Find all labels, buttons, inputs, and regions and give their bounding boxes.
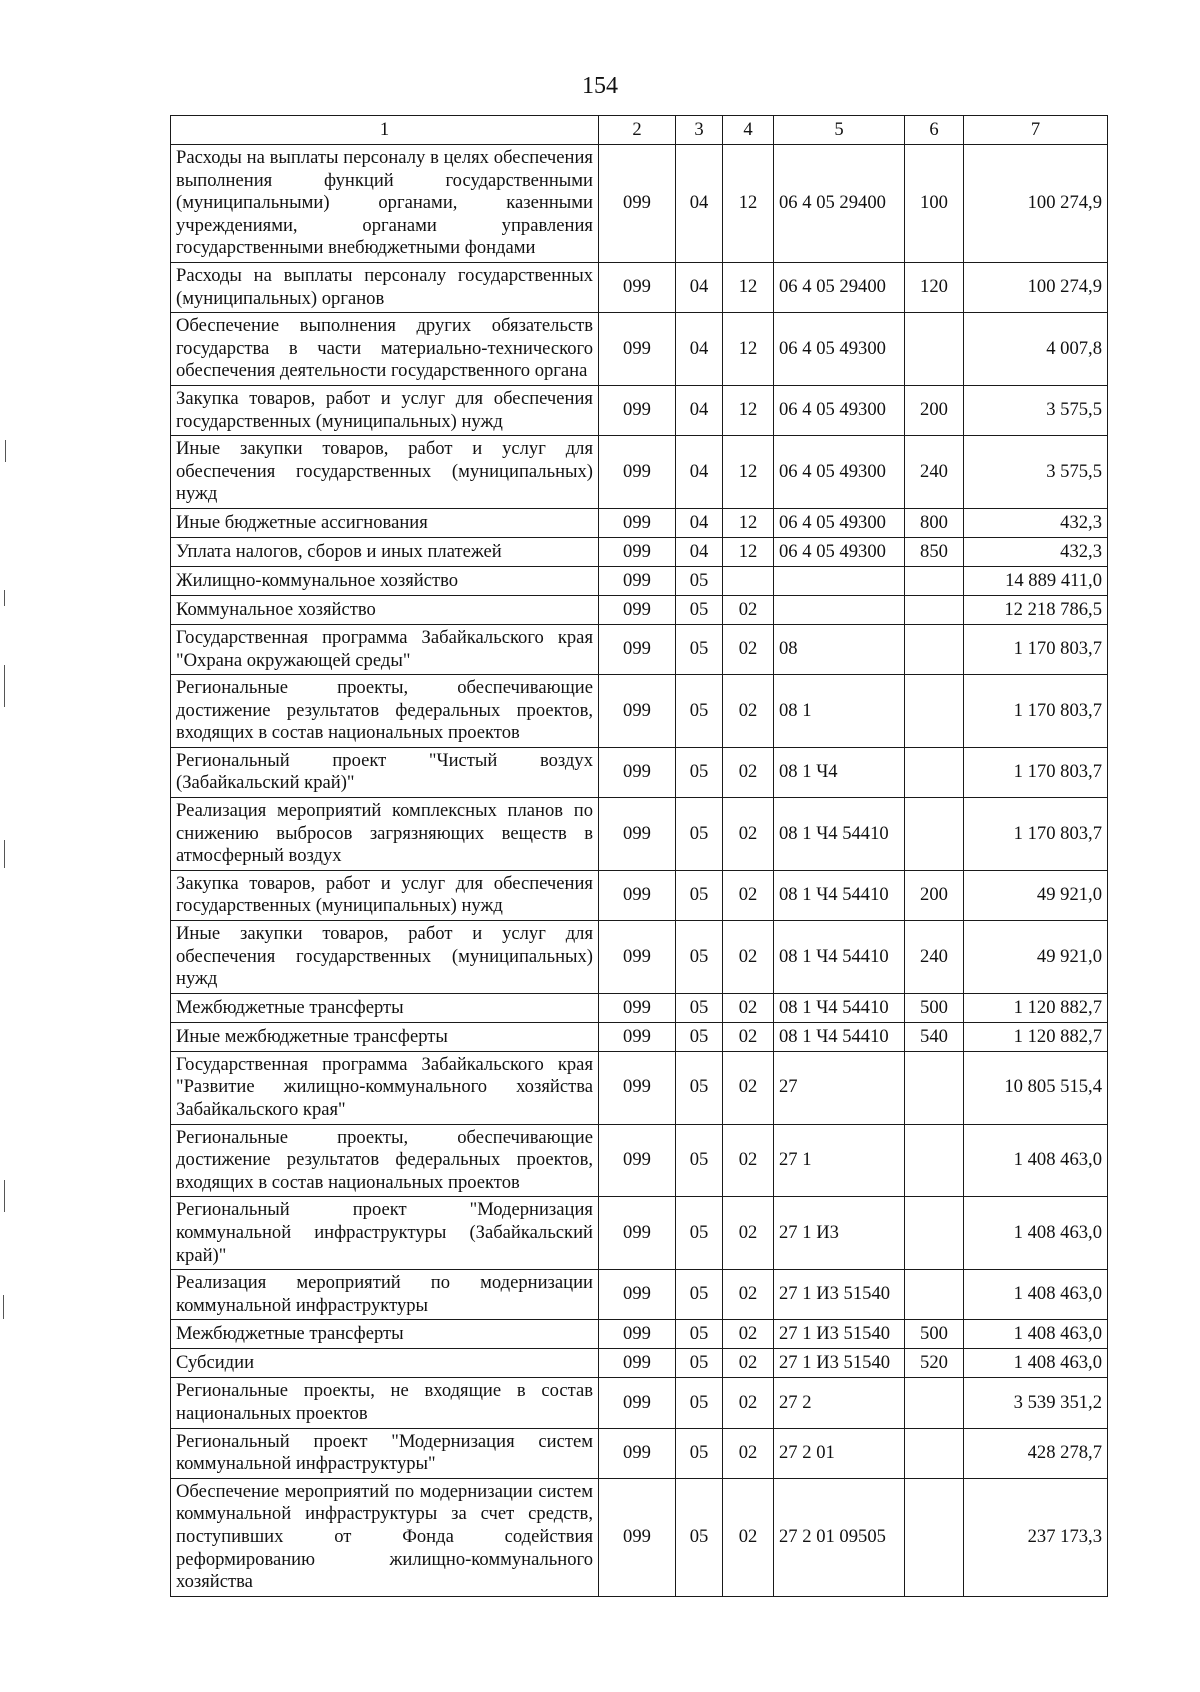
cell-section: 05 [676,675,723,748]
cell-expense-type: 200 [905,870,964,920]
cell-section: 04 [676,537,723,566]
cell-subsection: 12 [723,262,774,312]
scan-mark [3,1295,4,1319]
cell-subsection: 12 [723,508,774,537]
cell-amount: 1 408 463,0 [964,1124,1108,1197]
cell-target-article: 06 4 05 49300 [774,385,905,435]
table-row [171,1349,1108,1378]
cell-chapter: 099 [599,436,676,509]
cell-target-article: 06 4 05 49300 [774,313,905,386]
cell-target-article: 06 4 05 49300 [774,508,905,537]
table-row [171,993,1108,1022]
cell-expense-type [905,798,964,871]
cell-expense-type [905,1428,964,1478]
cell-amount: 3 575,5 [964,436,1108,509]
cell-subsection: 02 [723,1270,774,1320]
column-header: 2 [599,116,676,145]
table-row [171,870,1108,920]
cell-amount: 4 007,8 [964,313,1108,386]
cell-section: 05 [676,1124,723,1197]
cell-expense-type: 100 [905,145,964,263]
cell-name: Расходы на выплаты персоналу в целях обеспечения выполнения функций государственными (муниципальными) органами, казенными учреждениями, органами управления государственными внебюджетными фондами [171,145,599,263]
cell-expense-type: 500 [905,1320,964,1349]
cell-chapter: 099 [599,798,676,871]
cell-name: Субсидии [171,1349,599,1378]
table-row [171,537,1108,566]
cell-chapter: 099 [599,1022,676,1051]
column-header: 7 [964,116,1108,145]
cell-expense-type [905,1051,964,1124]
scan-mark [5,440,6,462]
cell-subsection: 02 [723,1378,774,1428]
cell-chapter: 099 [599,747,676,797]
cell-subsection: 12 [723,436,774,509]
cell-expense-type [905,747,964,797]
cell-subsection: 02 [723,798,774,871]
cell-name: Закупка товаров, работ и услуг для обеспечения государственных (муниципальных) нужд [171,870,599,920]
cell-amount: 1 170 803,7 [964,675,1108,748]
table-row [171,1197,1108,1270]
table-row [171,1320,1108,1349]
cell-name: Расходы на выплаты персоналу государственных (муниципальных) органов [171,262,599,312]
cell-amount: 1 120 882,7 [964,1022,1108,1051]
cell-amount: 49 921,0 [964,870,1108,920]
cell-chapter: 099 [599,537,676,566]
cell-section: 05 [676,993,723,1022]
cell-subsection: 02 [723,624,774,674]
cell-expense-type: 850 [905,537,964,566]
cell-target-article: 27 2 01 [774,1428,905,1478]
table-row [171,675,1108,748]
cell-target-article: 27 1 И3 51540 [774,1320,905,1349]
cell-name: Коммунальное хозяйство [171,595,599,624]
cell-section: 05 [676,1428,723,1478]
cell-amount: 12 218 786,5 [964,595,1108,624]
cell-expense-type: 240 [905,436,964,509]
cell-chapter: 099 [599,145,676,263]
table-row [171,798,1108,871]
cell-expense-type [905,624,964,674]
cell-amount: 1 408 463,0 [964,1197,1108,1270]
table-row [171,262,1108,312]
cell-amount: 1 170 803,7 [964,624,1108,674]
cell-expense-type: 240 [905,921,964,994]
cell-section: 05 [676,1197,723,1270]
cell-expense-type: 540 [905,1022,964,1051]
table-row [171,1051,1108,1124]
scan-mark [4,840,5,868]
cell-section: 05 [676,624,723,674]
cell-section: 05 [676,1270,723,1320]
cell-name: Иные межбюджетные трансферты [171,1022,599,1051]
cell-section: 04 [676,262,723,312]
cell-subsection: 02 [723,1197,774,1270]
cell-amount: 1 408 463,0 [964,1349,1108,1378]
cell-chapter: 099 [599,1478,676,1596]
cell-amount: 1 408 463,0 [964,1320,1108,1349]
cell-section: 05 [676,1320,723,1349]
table-row [171,1478,1108,1596]
cell-chapter: 099 [599,566,676,595]
cell-section: 04 [676,313,723,386]
cell-expense-type: 520 [905,1349,964,1378]
cell-target-article: 06 4 05 49300 [774,436,905,509]
cell-name: Региональный проект "Модернизация коммунальной инфраструктуры (Забайкальский край)" [171,1197,599,1270]
cell-chapter: 099 [599,1197,676,1270]
cell-chapter: 099 [599,921,676,994]
cell-amount: 49 921,0 [964,921,1108,994]
cell-subsection: 02 [723,1051,774,1124]
cell-amount: 10 805 515,4 [964,1051,1108,1124]
cell-expense-type: 500 [905,993,964,1022]
cell-name: Региональные проекты, обеспечивающие достижение результатов федеральных проектов, входящих в состав национальных проектов [171,675,599,748]
table-row [171,566,1108,595]
cell-target-article: 08 1 Ч4 54410 [774,921,905,994]
cell-expense-type: 800 [905,508,964,537]
cell-name: Иные закупки товаров, работ и услуг для обеспечения государственных (муниципальных) нужд [171,436,599,509]
cell-subsection: 12 [723,145,774,263]
table-row [171,145,1108,263]
cell-chapter: 099 [599,1349,676,1378]
cell-subsection: 02 [723,1022,774,1051]
table-row [171,624,1108,674]
cell-target-article: 27 2 [774,1378,905,1428]
cell-chapter: 099 [599,870,676,920]
cell-target-article: 08 [774,624,905,674]
cell-expense-type: 120 [905,262,964,312]
cell-section: 04 [676,145,723,263]
cell-subsection [723,566,774,595]
cell-amount: 100 274,9 [964,262,1108,312]
cell-amount: 1 408 463,0 [964,1270,1108,1320]
cell-name: Региональные проекты, не входящие в состав национальных проектов [171,1378,599,1428]
cell-subsection: 12 [723,313,774,386]
table-body [171,145,1108,1597]
cell-name: Государственная программа Забайкальского края "Развитие жилищно-коммунального хозяйства Забайкальского края" [171,1051,599,1124]
cell-section: 05 [676,1349,723,1378]
cell-name: Межбюджетные трансферты [171,1320,599,1349]
cell-expense-type [905,1124,964,1197]
table-row [171,921,1108,994]
cell-chapter: 099 [599,595,676,624]
cell-target-article: 27 1 И3 51540 [774,1349,905,1378]
cell-name: Региональный проект "Чистый воздух (Забайкальский край)" [171,747,599,797]
cell-amount: 100 274,9 [964,145,1108,263]
table-header-row [171,116,1108,145]
cell-name: Жилищно-коммунальное хозяйство [171,566,599,595]
cell-amount: 1 120 882,7 [964,993,1108,1022]
cell-expense-type [905,566,964,595]
cell-target-article: 27 [774,1051,905,1124]
cell-amount: 1 170 803,7 [964,798,1108,871]
cell-chapter: 099 [599,1378,676,1428]
table-row [171,747,1108,797]
cell-subsection: 02 [723,993,774,1022]
cell-chapter: 099 [599,1124,676,1197]
column-header: 4 [723,116,774,145]
cell-expense-type [905,1478,964,1596]
cell-name: Реализация мероприятий комплексных планов по снижению выбросов загрязняющих веществ в атмосферный воздух [171,798,599,871]
cell-chapter: 099 [599,624,676,674]
column-header: 6 [905,116,964,145]
cell-target-article: 27 1 И3 51540 [774,1270,905,1320]
column-header: 3 [676,116,723,145]
cell-target-article: 08 1 Ч4 54410 [774,870,905,920]
cell-amount: 3 575,5 [964,385,1108,435]
cell-subsection: 02 [723,921,774,994]
cell-chapter: 099 [599,675,676,748]
cell-section: 05 [676,747,723,797]
cell-name: Межбюджетные трансферты [171,993,599,1022]
cell-chapter: 099 [599,313,676,386]
cell-amount: 14 889 411,0 [964,566,1108,595]
page-number: 154 [582,73,618,99]
table-row [171,1378,1108,1428]
cell-name: Иные закупки товаров, работ и услуг для обеспечения государственных (муниципальных) нужд [171,921,599,994]
cell-subsection: 02 [723,1349,774,1378]
table-row [171,1022,1108,1051]
table-row [171,385,1108,435]
cell-name: Реализация мероприятий по модернизации коммунальной инфраструктуры [171,1270,599,1320]
cell-subsection: 12 [723,385,774,435]
cell-target-article: 27 1 [774,1124,905,1197]
column-header: 1 [171,116,599,145]
cell-target-article [774,595,905,624]
cell-subsection: 02 [723,1320,774,1349]
cell-section: 05 [676,1478,723,1596]
cell-expense-type [905,1378,964,1428]
cell-amount: 3 539 351,2 [964,1378,1108,1428]
table-row [171,1124,1108,1197]
cell-target-article: 08 1 Ч4 54410 [774,1022,905,1051]
cell-target-article: 06 4 05 29400 [774,262,905,312]
table-row [171,595,1108,624]
cell-expense-type: 200 [905,385,964,435]
cell-subsection: 02 [723,675,774,748]
cell-target-article: 08 1 Ч4 54410 [774,798,905,871]
cell-name: Закупка товаров, работ и услуг для обеспечения государственных (муниципальных) нужд [171,385,599,435]
cell-chapter: 099 [599,1320,676,1349]
cell-subsection: 02 [723,1428,774,1478]
cell-chapter: 099 [599,262,676,312]
scan-mark [4,1180,5,1212]
cell-section: 05 [676,1378,723,1428]
cell-target-article: 27 2 01 09505 [774,1478,905,1596]
cell-section: 04 [676,385,723,435]
cell-name: Уплата налогов, сборов и иных платежей [171,537,599,566]
cell-section: 05 [676,1022,723,1051]
cell-subsection: 12 [723,537,774,566]
cell-subsection: 02 [723,747,774,797]
cell-chapter: 099 [599,1270,676,1320]
cell-subsection: 02 [723,1124,774,1197]
cell-section: 05 [676,870,723,920]
cell-chapter: 099 [599,1428,676,1478]
cell-amount: 432,3 [964,537,1108,566]
cell-target-article: 27 1 И3 [774,1197,905,1270]
cell-expense-type [905,675,964,748]
cell-target-article: 08 1 Ч4 [774,747,905,797]
cell-chapter: 099 [599,508,676,537]
scan-mark [4,590,5,606]
cell-amount: 432,3 [964,508,1108,537]
cell-target-article: 06 4 05 29400 [774,145,905,263]
cell-target-article [774,566,905,595]
table-row [171,436,1108,509]
cell-section: 05 [676,798,723,871]
cell-name: Региональные проекты, обеспечивающие достижение результатов федеральных проектов, входящих в состав национальных проектов [171,1124,599,1197]
cell-name: Государственная программа Забайкальского края "Охрана окружающей среды" [171,624,599,674]
cell-expense-type [905,313,964,386]
cell-amount: 237 173,3 [964,1478,1108,1596]
cell-expense-type [905,1197,964,1270]
cell-name: Иные бюджетные ассигнования [171,508,599,537]
cell-expense-type [905,595,964,624]
cell-amount: 1 170 803,7 [964,747,1108,797]
cell-chapter: 099 [599,993,676,1022]
column-header: 5 [774,116,905,145]
cell-expense-type [905,1270,964,1320]
cell-section: 05 [676,595,723,624]
table-row [171,1270,1108,1320]
cell-name: Обеспечение выполнения других обязательств государства в части материально-технического обеспечения деятельности государственного органа [171,313,599,386]
cell-target-article: 06 4 05 49300 [774,537,905,566]
cell-target-article: 08 1 Ч4 54410 [774,993,905,1022]
cell-subsection: 02 [723,870,774,920]
cell-chapter: 099 [599,1051,676,1124]
cell-section: 04 [676,436,723,509]
cell-section: 05 [676,566,723,595]
cell-chapter: 099 [599,385,676,435]
cell-subsection: 02 [723,595,774,624]
cell-section: 04 [676,508,723,537]
cell-target-article: 08 1 [774,675,905,748]
cell-section: 05 [676,1051,723,1124]
cell-name: Региональный проект "Модернизация систем коммунальной инфраструктуры" [171,1428,599,1478]
cell-amount: 428 278,7 [964,1428,1108,1478]
cell-section: 05 [676,921,723,994]
table-row [171,313,1108,386]
cell-subsection: 02 [723,1478,774,1596]
cell-name: Обеспечение мероприятий по модернизации систем коммунальной инфраструктуры за счет средств, поступивших от Фонда содействия реформированию жилищно-коммунального хозяйства [171,1478,599,1596]
table-row [171,508,1108,537]
budget-table [170,115,1108,1597]
table-row [171,1428,1108,1478]
scan-mark [4,665,5,707]
